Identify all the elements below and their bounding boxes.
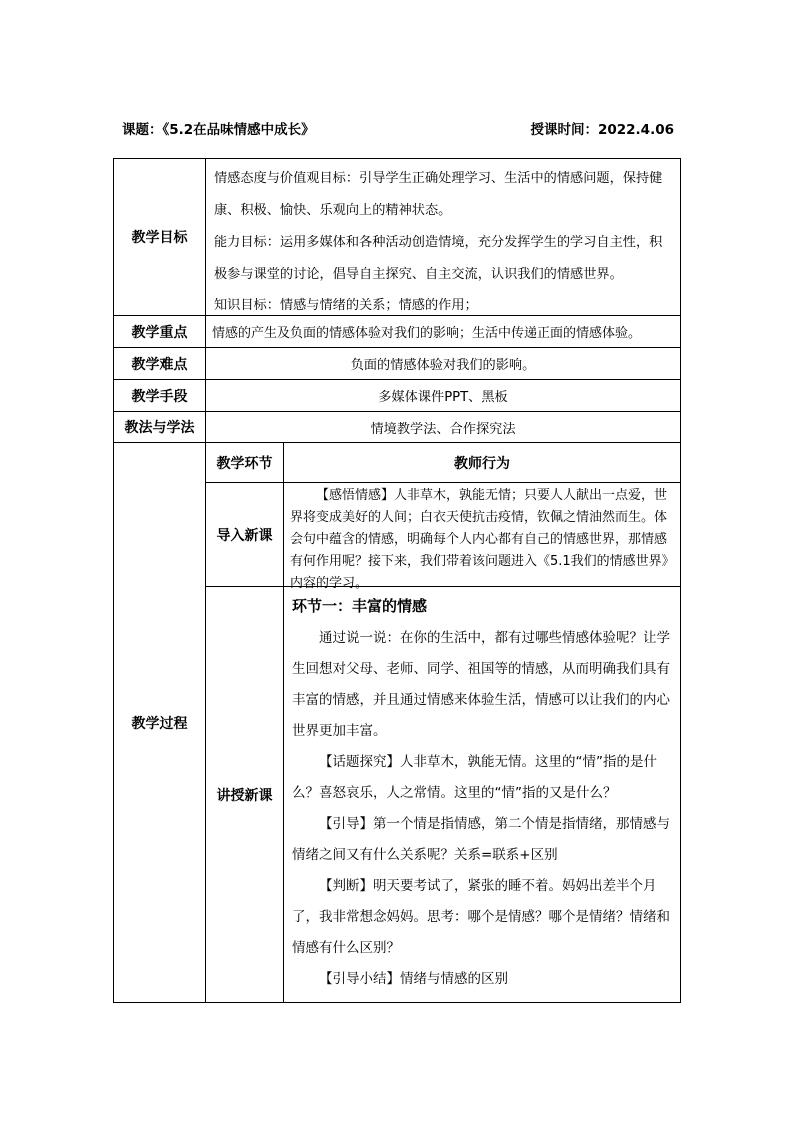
lecture-paragraph: 【引导】第一个情是指情感，第二个情是指情绪，那情感与情绪之间又有什么关系呢？关系=联系+区别 (292, 816, 670, 863)
goals-attitude: 情感态度与价值观目标：引导学生正确处理学习、生活中的情感问题，保持健康、积极、愉快、乐观向上的精神状态。 (214, 171, 663, 218)
goals-content-cell (205, 158, 681, 316)
keypoint-content-cell (205, 315, 681, 348)
difficulty-label-cell (113, 347, 206, 380)
lecture-stage-cell (205, 586, 284, 1003)
lecture-paragraph: 【话题探究】人非草木，孰能无情。这里的“情”指的是什么？喜怒哀乐，人之常情。这里的“情”指的又是什么？ (292, 754, 657, 801)
methods-content-cell (205, 411, 681, 443)
lecture-paragraph: 【判断】明天要考试了，紧张的睡不着。妈妈出差半个月了，我非常想念妈妈。思考：哪个是情感？哪个是情绪？情绪和情感有什么区别？ (292, 878, 670, 956)
keypoint-label-cell (113, 315, 206, 348)
goals-ability: 能力目标：运用多媒体和各种活动创造情境，充分发挥学生的学习自主性，积极参与课堂的讨论，倡导自主探究、自主交流，认识我们的情感世界。 (214, 235, 663, 282)
means-content-cell (205, 379, 681, 412)
intro-content-cell (283, 482, 681, 591)
stage-header: 教学环节 (216, 455, 273, 472)
lecture-stage: 讲授新课 (216, 787, 273, 804)
means-label: 教学手段 (131, 388, 188, 405)
methods-text: 情境教学法、合作探究法 (370, 421, 516, 437)
methods-label: 教法与学法 (124, 420, 195, 436)
process-label-cell (113, 442, 206, 1003)
difficulty-label: 教学难点 (131, 356, 188, 373)
lesson-date: 授课时间：2022.4.06 (530, 122, 674, 138)
intro-stage-cell (205, 482, 284, 587)
goals-label: 教学目标 (131, 230, 188, 246)
difficulty-content-cell (205, 347, 681, 380)
page-header (122, 118, 674, 138)
keypoint-label: 教学重点 (131, 324, 188, 341)
lecture-section-title: 环节一：丰富的情感 (292, 597, 428, 615)
teacher-header-cell (283, 442, 681, 483)
difficulty-text: 负面的情感体验对我们的影响。 (350, 358, 536, 373)
lesson-title: 课题：《5.2在品味情感中成长》 (122, 122, 315, 138)
means-text: 多媒体课件PPT、黑板 (378, 390, 508, 405)
keypoint-text: 情感的产生及负面的情感体验对我们的影响；生活中传递正面的情感体验。 (212, 326, 642, 341)
stage-header-cell (205, 442, 284, 483)
goals-label-cell (113, 158, 206, 316)
methods-label-cell (113, 411, 206, 443)
lecture-paragraph: 通过说一说：在你的生活中，都有过哪些情感体验呢？让学生回想对父母、老师、同学、祖国等的情感，从而明确我们具有丰富的情感，并且通过情感来体验生活，情感可以让我们的内心世界更加丰富。 (292, 630, 670, 739)
intro-text: 【感悟情感】人非草木，孰能无情；只要人人献出一点爱，世界将变成美好的人间；白衣天使抗击疫情，钦佩之情油然而生。体会句中蕴含的情感，明确每个人内心都有自己的情感世界，那情感有何作用呢？接下来，我们带着该问题进入《5.1我们的情感世界》内容的学习。 (290, 488, 669, 591)
means-label-cell (113, 379, 206, 412)
teacher-header: 教师行为 (454, 455, 510, 472)
goals-knowledge: 知识目标：情感与情绪的关系；情感的作用； (214, 298, 478, 313)
lecture-content-cell (283, 586, 681, 1003)
intro-stage: 导入新课 (216, 527, 273, 544)
process-label: 教学过程 (131, 715, 188, 732)
lecture-paragraph: 【引导小结】情绪与情感的区别 (319, 971, 508, 987)
